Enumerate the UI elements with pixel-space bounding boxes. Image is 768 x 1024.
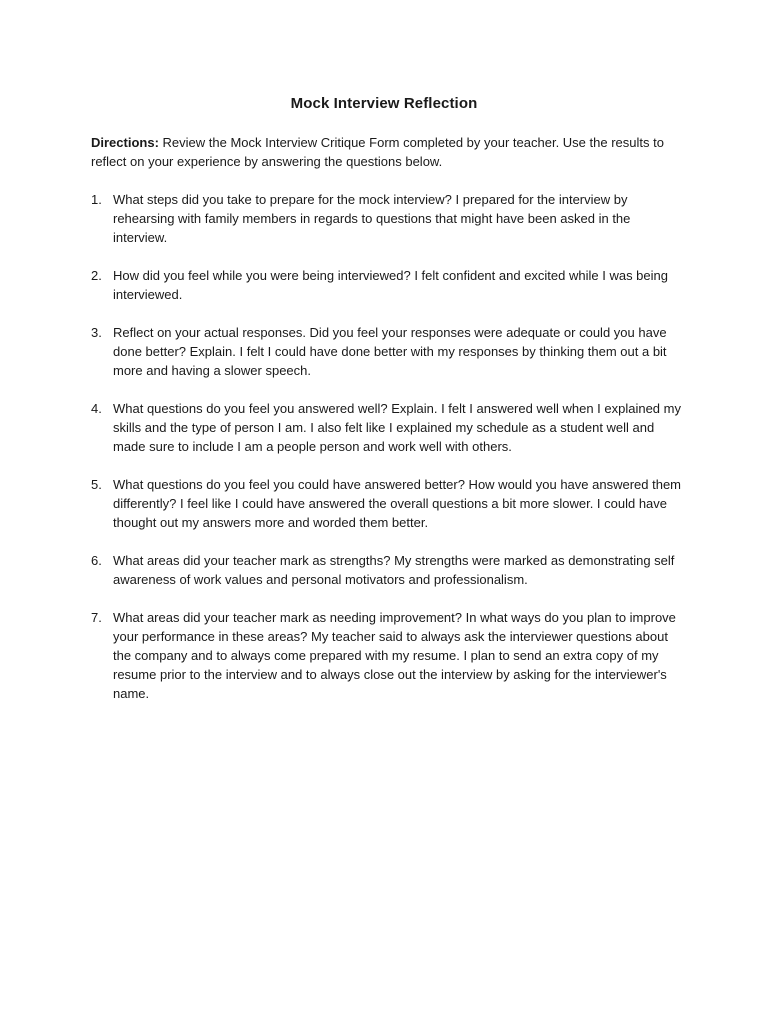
question-number: 5.	[91, 477, 102, 492]
question-text: What areas did your teacher mark as needing improvement? In what ways do you plan to improve your performance in these areas? My teacher said to always ask the interviewer questions about the company and to always come prepared with my resume. I plan to send an extra copy of my resume prior to the interview and to always close out the interview by asking for the interviewer's name.	[113, 610, 676, 701]
question-item-5	[91, 475, 686, 532]
directions-paragraph	[91, 133, 681, 171]
question-item-1	[91, 190, 686, 247]
question-item-7	[91, 608, 686, 703]
question-text: What questions do you feel you answered well? Explain. I felt I answered well when I explained my skills and the type of person I am. I also felt like I explained my schedule as a student well and made sure to include I am a people person and work well with others.	[113, 401, 681, 454]
question-number: 2.	[91, 268, 102, 283]
directions-label: Directions:	[91, 135, 159, 150]
question-item-6	[91, 551, 686, 589]
question-number: 3.	[91, 325, 102, 340]
question-text: Reflect on your actual responses. Did you feel your responses were adequate or could you have done better? Explain. I felt I could have done better with my responses by thinking them out a bit more and having a slower speech.	[113, 325, 667, 378]
question-text: How did you feel while you were being interviewed? I felt confident and excited while I was being interviewed.	[113, 268, 668, 302]
question-text: What steps did you take to prepare for the mock interview? I prepared for the interview by rehearsing with family members in regards to questions that might have been asked in the interview.	[113, 192, 631, 245]
question-list	[91, 190, 686, 722]
question-text: What areas did your teacher mark as strengths? My strengths were marked as demonstrating self awareness of work values and personal motivators and professionalism.	[113, 553, 675, 587]
question-number: 1.	[91, 192, 102, 207]
question-item-2	[91, 266, 686, 304]
directions-text: Review the Mock Interview Critique Form completed by your teacher. Use the results to reflect on your experience by answering the questions below.	[91, 135, 664, 169]
question-number: 4.	[91, 401, 102, 416]
page-title: Mock Interview Reflection	[290, 95, 478, 112]
question-item-3	[91, 323, 686, 380]
question-number: 7.	[91, 610, 102, 625]
question-text: What questions do you feel you could have answered better? How would you have answered them differently? I feel like I could have answered the overall questions a bit more slower. I could have thought out my answers more and worded them better.	[113, 477, 682, 530]
question-item-4	[91, 399, 686, 456]
question-number: 6.	[91, 553, 102, 568]
